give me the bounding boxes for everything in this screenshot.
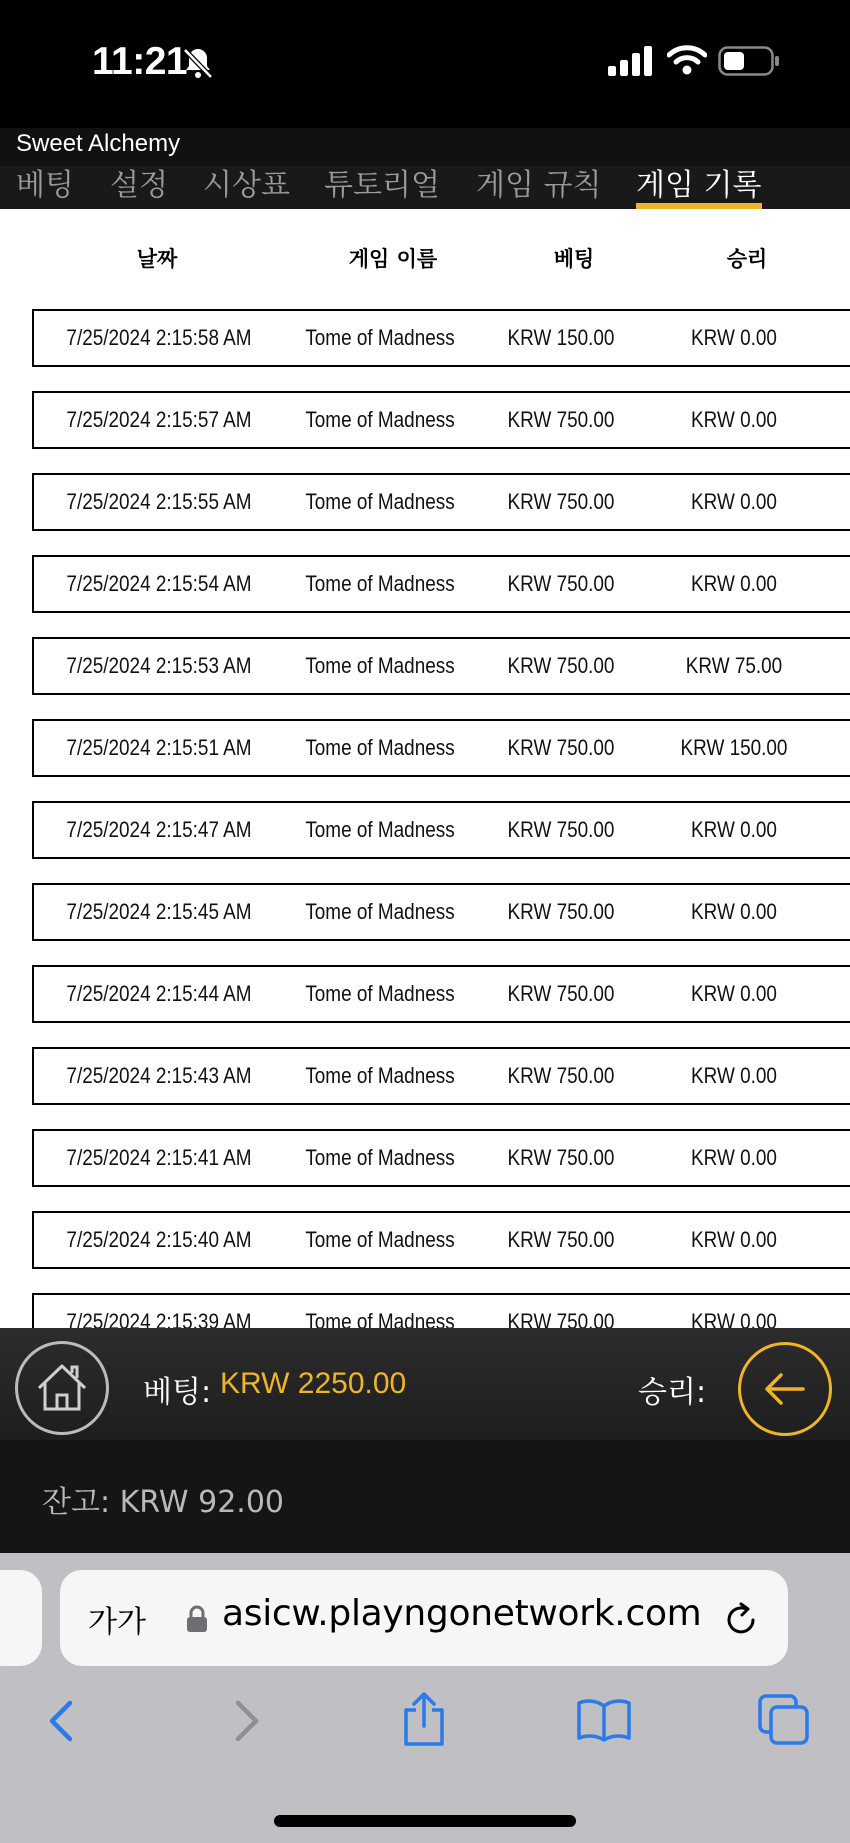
row-game-name: Tome of Madness <box>305 899 455 924</box>
game-control-bar <box>0 1328 850 1440</box>
tabs-icon[interactable] <box>758 1694 810 1746</box>
history-row[interactable] <box>32 473 850 531</box>
history-row[interactable] <box>32 1129 850 1187</box>
row-date: 7/25/2024 2:15:44 AM <box>66 981 252 1006</box>
bookmarks-icon[interactable] <box>576 1698 632 1742</box>
balance-text: 잔고: KRW 92.00 <box>42 1485 284 1520</box>
row-bet: KRW 750.00 <box>507 1227 615 1252</box>
row-date: 7/25/2024 2:15:55 AM <box>66 489 252 514</box>
column-header-win: 승리 <box>726 247 768 271</box>
url-text[interactable]: asicw.playngonetwork.com <box>222 1593 702 1634</box>
row-date: 7/25/2024 2:15:43 AM <box>66 1063 252 1088</box>
row-win: KRW 0.00 <box>691 489 777 514</box>
history-row[interactable] <box>32 1047 850 1105</box>
column-header-date: 날짜 <box>136 247 178 271</box>
row-win: KRW 0.00 <box>691 325 777 350</box>
back-to-game-button[interactable] <box>738 1342 832 1436</box>
home-indicator <box>274 1815 576 1827</box>
status-time: 11:21 <box>92 40 188 83</box>
row-bet: KRW 750.00 <box>507 1145 615 1170</box>
row-date: 7/25/2024 2:15:39 AM <box>66 1309 252 1328</box>
history-row[interactable] <box>32 719 850 777</box>
tab-tutorial[interactable]: 튜토리얼 <box>324 168 440 203</box>
row-game-name: Tome of Madness <box>305 489 455 514</box>
previous-tab-preview[interactable] <box>0 1570 42 1666</box>
tab-paytable[interactable]: 시상표 <box>203 168 290 203</box>
row-game-name: Tome of Madness <box>305 1145 455 1170</box>
row-win: KRW 0.00 <box>691 981 777 1006</box>
home-icon <box>35 1361 89 1415</box>
win-label: 승리: <box>638 1375 707 1410</box>
history-row[interactable] <box>32 1293 850 1328</box>
row-bet: KRW 750.00 <box>507 1309 615 1328</box>
row-game-name: Tome of Madness <box>305 325 455 350</box>
row-game-name: Tome of Madness <box>305 735 455 760</box>
row-win: KRW 0.00 <box>691 817 777 842</box>
row-date: 7/25/2024 2:15:41 AM <box>66 1145 252 1170</box>
row-win: KRW 0.00 <box>691 1227 777 1252</box>
row-game-name: Tome of Madness <box>305 1063 455 1088</box>
row-date: 7/25/2024 2:15:57 AM <box>66 407 252 432</box>
row-bet: KRW 750.00 <box>507 489 615 514</box>
column-header-bet: 베팅 <box>553 247 595 271</box>
game-title: Sweet Alchemy <box>16 130 181 157</box>
share-icon[interactable] <box>400 1690 448 1748</box>
home-button[interactable] <box>15 1341 109 1435</box>
row-win: KRW 0.00 <box>691 571 777 596</box>
row-game-name: Tome of Madness <box>305 653 455 678</box>
row-bet: KRW 750.00 <box>507 899 615 924</box>
history-row[interactable] <box>32 391 850 449</box>
row-win: KRW 150.00 <box>680 735 788 760</box>
bet-label: 베팅: <box>143 1375 212 1410</box>
history-row[interactable] <box>32 801 850 859</box>
tab-game-history[interactable]: 게임 기록 <box>636 168 762 203</box>
history-row[interactable] <box>32 637 850 695</box>
row-date: 7/25/2024 2:15:53 AM <box>66 653 252 678</box>
lock-icon <box>186 1605 208 1633</box>
row-date: 7/25/2024 2:15:40 AM <box>66 1227 252 1252</box>
row-win: KRW 75.00 <box>685 653 783 678</box>
text-size-button[interactable]: 가가 <box>88 1605 146 1640</box>
forward-icon[interactable] <box>228 1695 264 1747</box>
row-game-name: Tome of Madness <box>305 817 455 842</box>
history-row[interactable] <box>32 309 850 367</box>
row-win: KRW 0.00 <box>691 1145 777 1170</box>
row-bet: KRW 750.00 <box>507 407 615 432</box>
row-date: 7/25/2024 2:15:58 AM <box>66 325 252 350</box>
bet-total-value: KRW 2250.00 <box>220 1367 407 1400</box>
row-win: KRW 0.00 <box>691 407 777 432</box>
row-date: 7/25/2024 2:15:51 AM <box>66 735 252 760</box>
row-date: 7/25/2024 2:15:54 AM <box>66 571 252 596</box>
row-bet: KRW 150.00 <box>507 325 615 350</box>
row-game-name: Tome of Madness <box>305 1227 455 1252</box>
column-header-game-name: 게임 이름 <box>348 247 438 271</box>
row-bet: KRW 750.00 <box>507 817 615 842</box>
row-bet: KRW 750.00 <box>507 735 615 760</box>
history-row[interactable] <box>32 965 850 1023</box>
back-icon[interactable] <box>44 1695 80 1747</box>
row-win: KRW 0.00 <box>691 899 777 924</box>
row-game-name: Tome of Madness <box>305 981 455 1006</box>
row-bet: KRW 750.00 <box>507 1063 615 1088</box>
row-game-name: Tome of Madness <box>305 407 455 432</box>
tab-settings[interactable]: 설정 <box>110 168 168 203</box>
history-row[interactable] <box>32 1211 850 1269</box>
row-bet: KRW 750.00 <box>507 981 615 1006</box>
row-win: KRW 0.00 <box>691 1063 777 1088</box>
row-win: KRW 0.00 <box>691 1309 777 1328</box>
tab-betting[interactable]: 베팅 <box>16 168 74 203</box>
reload-icon[interactable] <box>722 1601 760 1639</box>
row-bet: KRW 750.00 <box>507 653 615 678</box>
row-bet: KRW 750.00 <box>507 571 615 596</box>
arrow-left-icon <box>761 1369 809 1409</box>
history-row[interactable] <box>32 555 850 613</box>
row-date: 7/25/2024 2:15:45 AM <box>66 899 252 924</box>
tab-game-rules[interactable]: 게임 규칙 <box>476 168 602 203</box>
history-row[interactable] <box>32 883 850 941</box>
row-game-name: Tome of Madness <box>305 1309 455 1328</box>
row-game-name: Tome of Madness <box>305 571 455 596</box>
row-date: 7/25/2024 2:15:47 AM <box>66 817 252 842</box>
